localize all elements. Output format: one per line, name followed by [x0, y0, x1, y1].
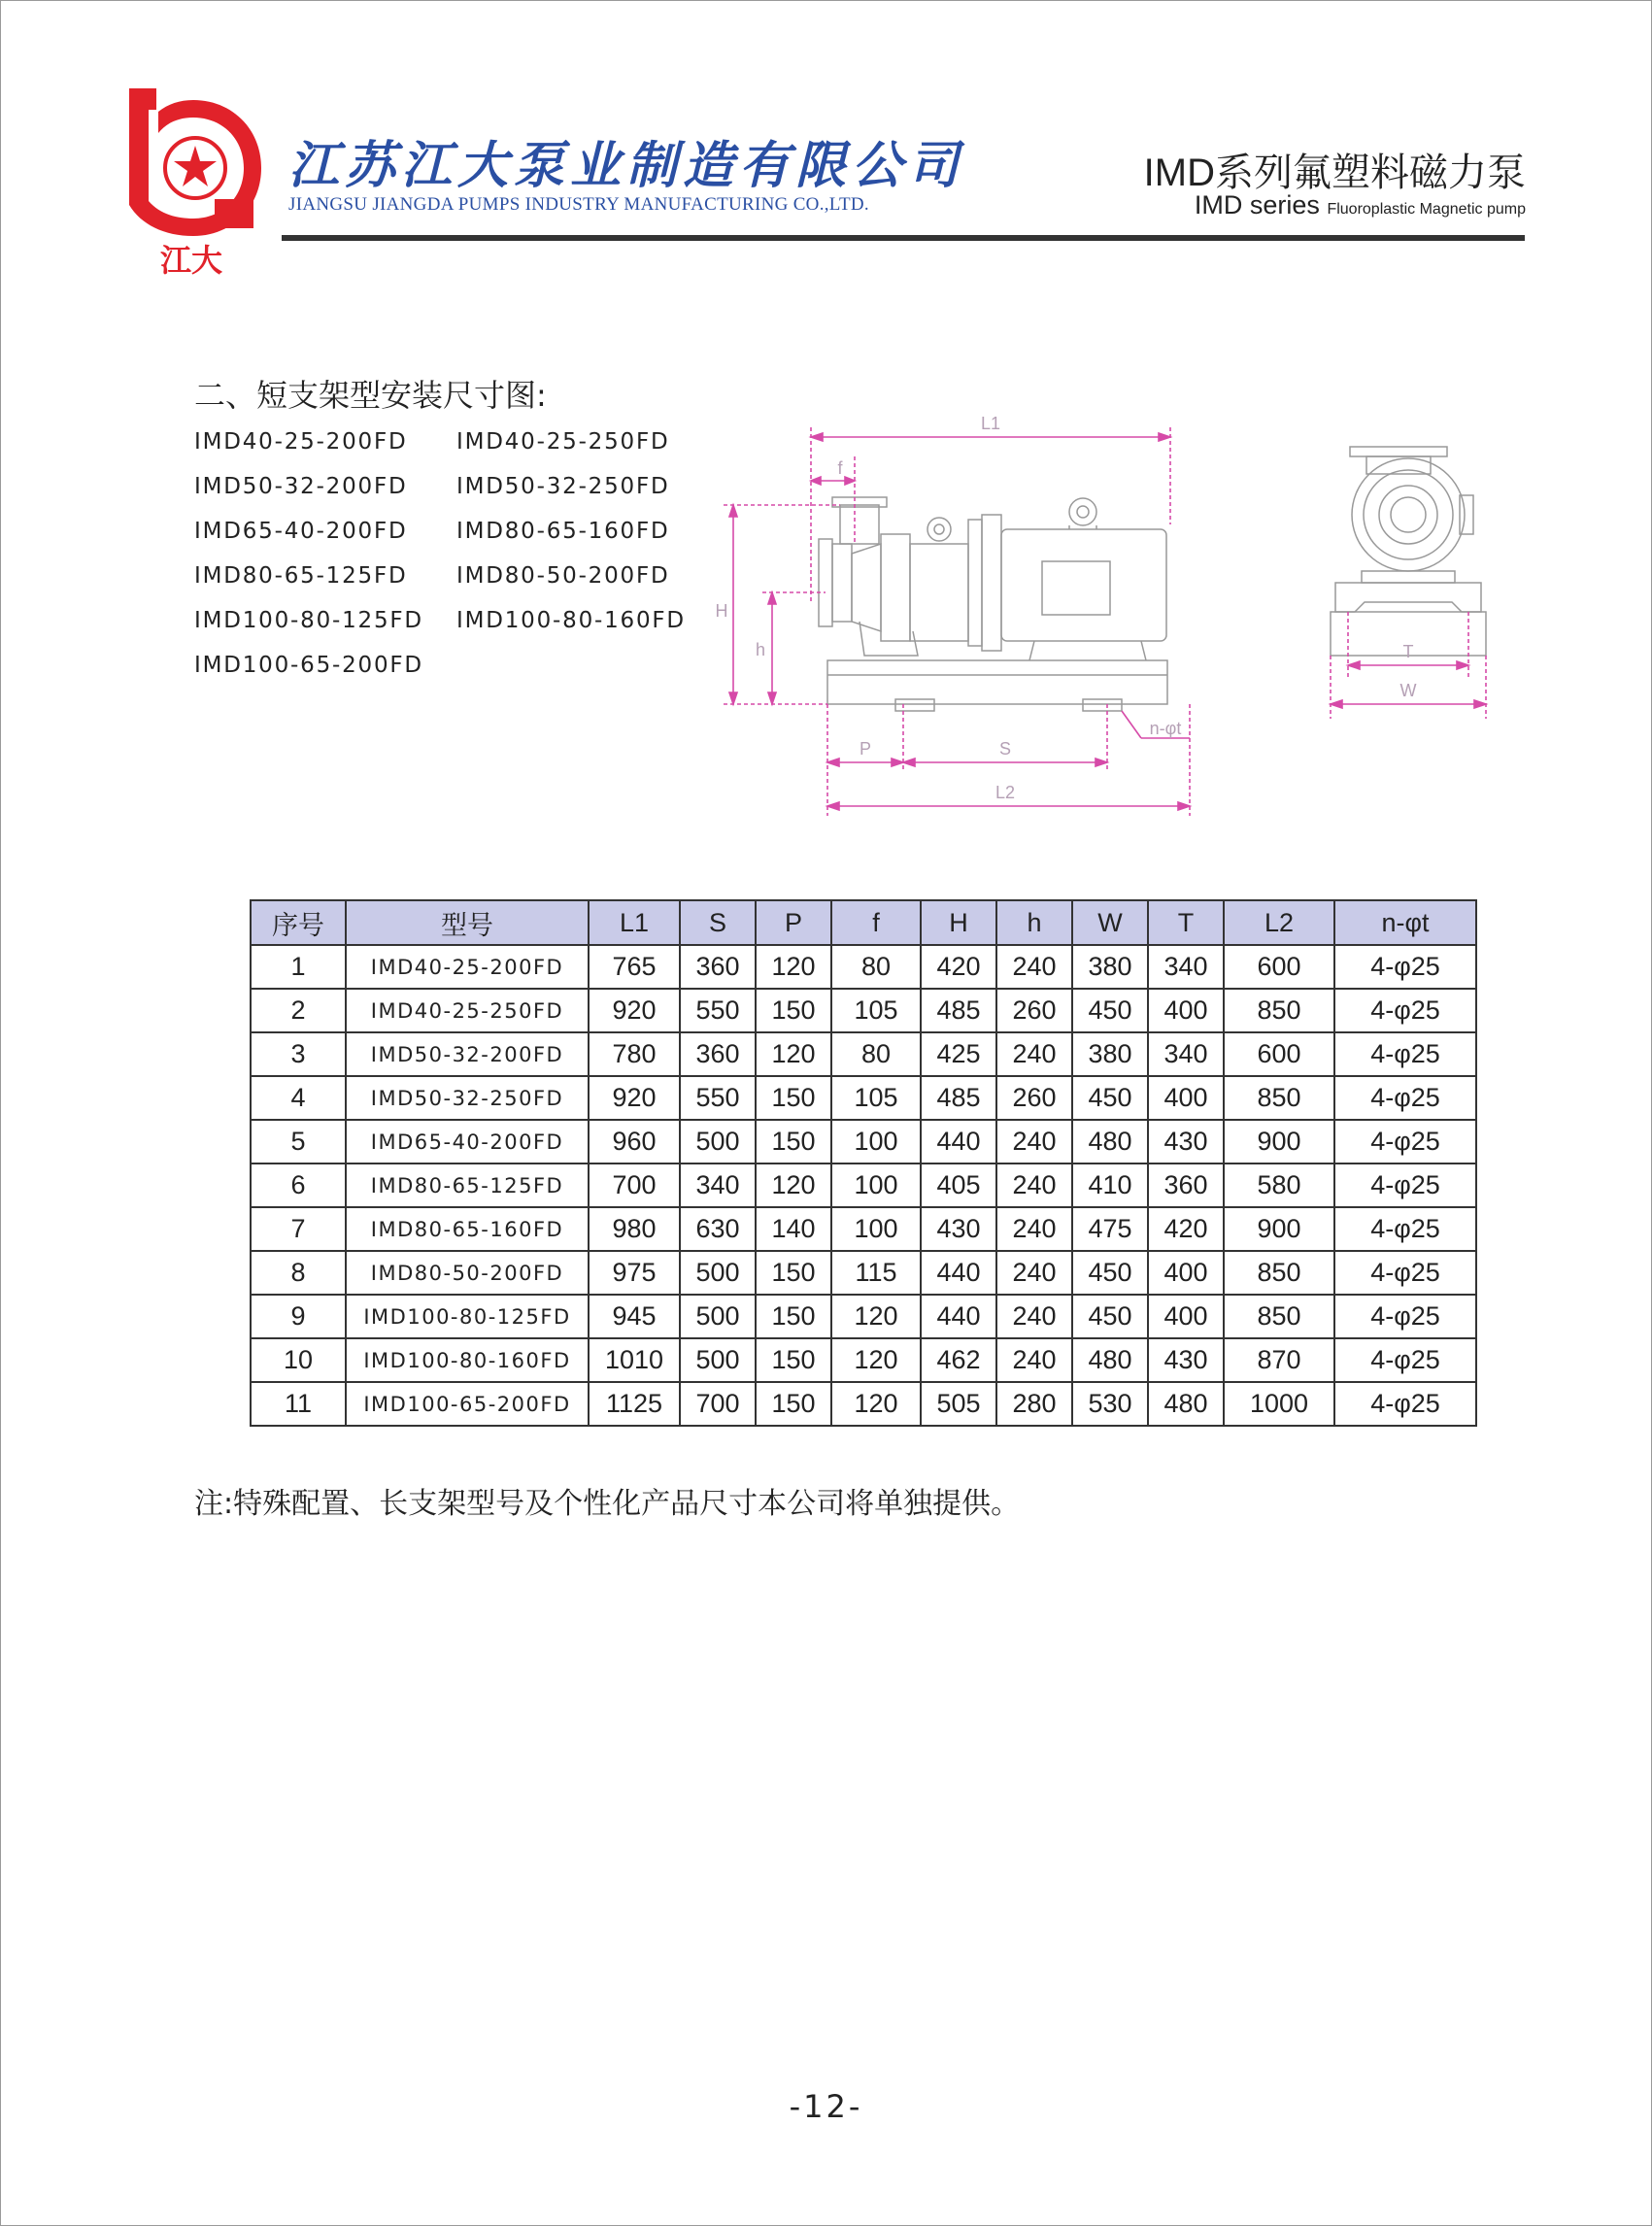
table-cell: 120: [831, 1382, 921, 1426]
table-cell: 360: [680, 945, 756, 989]
model-list-item: IMD40-25-250FD: [456, 429, 670, 455]
model-list-item: IMD50-32-250FD: [456, 474, 670, 499]
table-cell: 850: [1224, 989, 1334, 1032]
table-cell: 150: [756, 1251, 831, 1295]
table-cell: 405: [921, 1164, 996, 1207]
label-H: H: [715, 601, 728, 621]
table-cell: 4-φ25: [1334, 1120, 1476, 1164]
column-header: f: [831, 900, 921, 945]
table-cell: 150: [756, 1338, 831, 1382]
table-cell: 580: [1224, 1164, 1334, 1207]
model-list-item: IMD65-40-200FD: [194, 519, 408, 544]
table-cell: 140: [756, 1207, 831, 1251]
table-cell: 150: [756, 989, 831, 1032]
table-cell: 4: [251, 1076, 346, 1120]
column-header: W: [1072, 900, 1148, 945]
pump-side-view: [819, 497, 1167, 711]
model-list-item: IMD80-65-125FD: [194, 563, 408, 589]
table-cell: 920: [589, 989, 680, 1032]
table-cell: 4-φ25: [1334, 1295, 1476, 1338]
table-cell: 4-φ25: [1334, 1338, 1476, 1382]
company-name-cn: 江苏江大泵业制造有限公司: [288, 136, 965, 195]
table-cell: 430: [1148, 1120, 1224, 1164]
model-list: [194, 427, 699, 680]
column-header: 序号: [251, 900, 346, 945]
table-cell: 120: [756, 1032, 831, 1076]
table-cell: 150: [756, 1076, 831, 1120]
table-cell: 340: [1148, 1032, 1224, 1076]
page-number: -12-: [789, 2088, 863, 2125]
table-cell: 700: [680, 1382, 756, 1426]
company-name-en: JIANGSU JIANGDA PUMPS INDUSTRY MANUFACTURING CO.,LTD.: [288, 194, 869, 215]
dimension-labels: [716, 414, 1417, 802]
table-cell: 450: [1072, 989, 1148, 1032]
table-cell: 630: [680, 1207, 756, 1251]
table-cell: 280: [996, 1382, 1072, 1426]
table-cell: 240: [996, 1120, 1072, 1164]
table-cell: 440: [921, 1295, 996, 1338]
table-cell: 462: [921, 1338, 996, 1382]
table-cell: 150: [756, 1120, 831, 1164]
table-cell: 980: [589, 1207, 680, 1251]
model-cell: IMD100-80-125FD: [346, 1295, 589, 1338]
table-row: [251, 945, 1476, 989]
logo-text: 江大: [159, 242, 223, 277]
table-cell: 1125: [589, 1382, 680, 1426]
table-cell: 80: [831, 945, 921, 989]
table-cell: 430: [921, 1207, 996, 1251]
label-S: S: [998, 739, 1012, 759]
table-cell: 400: [1148, 989, 1224, 1032]
table-cell: 4-φ25: [1334, 1207, 1476, 1251]
table-cell: 485: [921, 989, 996, 1032]
footnote: 注:特殊配置、长支架型号及个性化产品尺寸本公司将单独提供。: [194, 1487, 1021, 1521]
table-cell: 850: [1224, 1251, 1334, 1295]
column-header: H: [921, 900, 996, 945]
table-cell: 500: [680, 1295, 756, 1338]
table-cell: 120: [831, 1338, 921, 1382]
pump-end-view: [1331, 447, 1486, 656]
label-L1: L1: [980, 414, 1001, 433]
table-cell: 480: [1072, 1120, 1148, 1164]
model-list-item: IMD100-80-160FD: [456, 608, 686, 633]
table-cell: 765: [589, 945, 680, 989]
table-cell: 975: [589, 1251, 680, 1295]
table-cell: 945: [589, 1295, 680, 1338]
installation-drawing: [714, 408, 1539, 826]
table-cell: 120: [756, 945, 831, 989]
table-cell: 4-φ25: [1334, 1251, 1476, 1295]
table-cell: 240: [996, 1164, 1072, 1207]
model-cell: IMD100-65-200FD: [346, 1382, 589, 1426]
table-cell: 105: [831, 989, 921, 1032]
column-header: T: [1148, 900, 1224, 945]
table-cell: 4-φ25: [1334, 989, 1476, 1032]
table-cell: 700: [589, 1164, 680, 1207]
label-n-phi: n-φt: [1149, 719, 1182, 738]
table-body: [251, 945, 1476, 1426]
table-cell: 4-φ25: [1334, 1032, 1476, 1076]
table-cell: 900: [1224, 1207, 1334, 1251]
table-cell: 240: [996, 1338, 1072, 1382]
table-cell: 475: [1072, 1207, 1148, 1251]
table-cell: 115: [831, 1251, 921, 1295]
table-cell: 4-φ25: [1334, 1382, 1476, 1426]
table-cell: 100: [831, 1120, 921, 1164]
table-cell: 340: [1148, 945, 1224, 989]
column-header: S: [680, 900, 756, 945]
table-cell: 960: [589, 1120, 680, 1164]
label-T: T: [1402, 642, 1414, 661]
model-list-item: IMD40-25-200FD: [194, 429, 408, 455]
column-header: n-φt: [1334, 900, 1476, 945]
table-cell: 440: [921, 1120, 996, 1164]
table-cell: 485: [921, 1076, 996, 1120]
model-cell: IMD100-80-160FD: [346, 1338, 589, 1382]
table-row: [251, 1076, 1476, 1120]
model-cell: IMD40-25-200FD: [346, 945, 589, 989]
column-header: L2: [1224, 900, 1334, 945]
table-cell: 410: [1072, 1164, 1148, 1207]
column-header: P: [756, 900, 831, 945]
model-list-item: IMD100-65-200FD: [194, 653, 423, 678]
model-list-item: IMD80-65-160FD: [456, 519, 670, 544]
table-cell: 240: [996, 1207, 1072, 1251]
table-cell: 8: [251, 1251, 346, 1295]
table-cell: 240: [996, 1295, 1072, 1338]
model-cell: IMD50-32-200FD: [346, 1032, 589, 1076]
table-cell: 240: [996, 1032, 1072, 1076]
dimension-table: [250, 899, 1477, 1427]
table-row: [251, 1382, 1476, 1426]
table-cell: 105: [831, 1076, 921, 1120]
model-cell: IMD65-40-200FD: [346, 1120, 589, 1164]
table-cell: 550: [680, 989, 756, 1032]
table-cell: 600: [1224, 1032, 1334, 1076]
header-rule: [282, 235, 1525, 241]
column-header: L1: [589, 900, 680, 945]
series-title-en: [1195, 190, 1526, 220]
model-cell: IMD80-65-160FD: [346, 1207, 589, 1251]
column-header: 型号: [346, 900, 589, 945]
table-cell: 10: [251, 1338, 346, 1382]
table-cell: 5: [251, 1120, 346, 1164]
table-row: [251, 1338, 1476, 1382]
model-list-item: IMD50-32-200FD: [194, 474, 408, 499]
column-header: h: [996, 900, 1072, 945]
label-P: P: [859, 739, 872, 759]
table-cell: 1: [251, 945, 346, 989]
table-cell: 360: [680, 1032, 756, 1076]
table-cell: 1000: [1224, 1382, 1334, 1426]
table-cell: 850: [1224, 1076, 1334, 1120]
table-cell: 420: [921, 945, 996, 989]
table-cell: 11: [251, 1382, 346, 1426]
table-cell: 1010: [589, 1338, 680, 1382]
table-cell: 150: [756, 1382, 831, 1426]
table-cell: 380: [1072, 1032, 1148, 1076]
table-row: [251, 1295, 1476, 1338]
table-cell: 870: [1224, 1338, 1334, 1382]
table-row: [251, 989, 1476, 1032]
model-list-item: IMD100-80-125FD: [194, 608, 423, 633]
table-cell: 780: [589, 1032, 680, 1076]
label-h: h: [755, 640, 766, 659]
model-cell: IMD50-32-250FD: [346, 1076, 589, 1120]
table-row: [251, 1164, 1476, 1207]
table-cell: 550: [680, 1076, 756, 1120]
table-cell: 7: [251, 1207, 346, 1251]
table-cell: 100: [831, 1207, 921, 1251]
table-cell: 420: [1148, 1207, 1224, 1251]
table-cell: 500: [680, 1338, 756, 1382]
table-cell: 380: [1072, 945, 1148, 989]
table-cell: 240: [996, 1251, 1072, 1295]
table-cell: 900: [1224, 1120, 1334, 1164]
table-cell: 450: [1072, 1295, 1148, 1338]
table-row: [251, 1120, 1476, 1164]
table-cell: 500: [680, 1251, 756, 1295]
table-header-row: [251, 900, 1476, 945]
table-cell: 400: [1148, 1295, 1224, 1338]
table-cell: 400: [1148, 1251, 1224, 1295]
table-cell: 80: [831, 1032, 921, 1076]
table-cell: 260: [996, 989, 1072, 1032]
table-row: [251, 1207, 1476, 1251]
table-cell: 340: [680, 1164, 756, 1207]
table-cell: 480: [1072, 1338, 1148, 1382]
series-title-en-large: IMD series: [1194, 190, 1320, 219]
table-cell: 480: [1148, 1382, 1224, 1426]
label-W: W: [1399, 681, 1417, 700]
table-cell: 9: [251, 1295, 346, 1338]
table-cell: 425: [921, 1032, 996, 1076]
table-cell: 4-φ25: [1334, 945, 1476, 989]
table-cell: 260: [996, 1076, 1072, 1120]
table-row: [251, 1032, 1476, 1076]
model-cell: IMD40-25-250FD: [346, 989, 589, 1032]
table-cell: 100: [831, 1164, 921, 1207]
table-cell: 450: [1072, 1076, 1148, 1120]
table-cell: 920: [589, 1076, 680, 1120]
table-cell: 360: [1148, 1164, 1224, 1207]
series-title-cn: IMD系列氟塑料磁力泵: [1143, 152, 1526, 194]
label-L2: L2: [995, 783, 1016, 802]
section-title: 二、短支架型安装尺寸图:: [194, 377, 547, 414]
table-cell: 500: [680, 1120, 756, 1164]
label-f: f: [837, 458, 843, 478]
table-cell: 4-φ25: [1334, 1164, 1476, 1207]
table-cell: 400: [1148, 1076, 1224, 1120]
table-cell: 4-φ25: [1334, 1076, 1476, 1120]
model-cell: IMD80-65-125FD: [346, 1164, 589, 1207]
table-cell: 2: [251, 989, 346, 1032]
model-cell: IMD80-50-200FD: [346, 1251, 589, 1295]
table-cell: 240: [996, 945, 1072, 989]
company-logo: [121, 83, 262, 277]
table-cell: 440: [921, 1251, 996, 1295]
table-cell: 6: [251, 1164, 346, 1207]
table-cell: 600: [1224, 945, 1334, 989]
table-cell: 430: [1148, 1338, 1224, 1382]
model-list-item: IMD80-50-200FD: [456, 563, 670, 589]
series-title-en-small: Fluoroplastic Magnetic pump: [1327, 201, 1526, 218]
table-cell: 120: [831, 1295, 921, 1338]
table-cell: 450: [1072, 1251, 1148, 1295]
table-cell: 505: [921, 1382, 996, 1426]
table-row: [251, 1251, 1476, 1295]
table-cell: 150: [756, 1295, 831, 1338]
table-cell: 850: [1224, 1295, 1334, 1338]
table-cell: 120: [756, 1164, 831, 1207]
table-cell: 530: [1072, 1382, 1148, 1426]
table-cell: 3: [251, 1032, 346, 1076]
